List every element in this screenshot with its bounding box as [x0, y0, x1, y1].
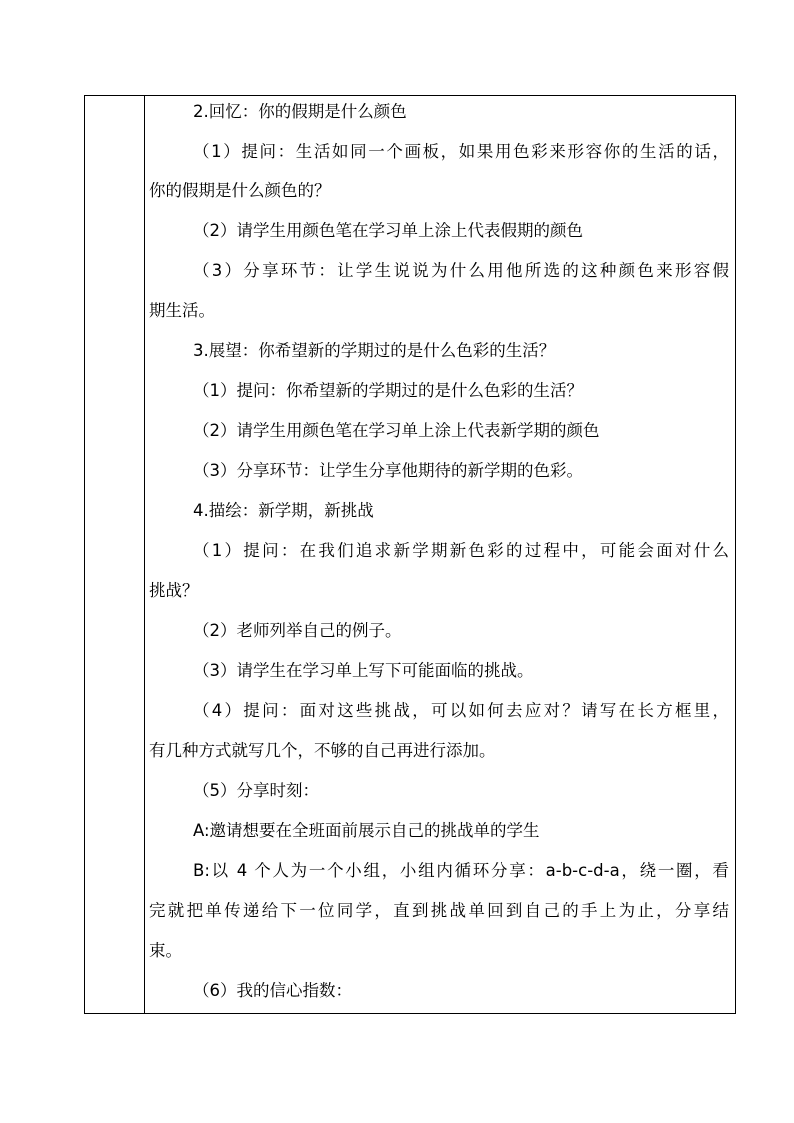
paragraph-line: 有几种方式就写几个，不够的自己再进行添加。: [149, 741, 496, 760]
table-left-column: [85, 96, 145, 1013]
paragraph-line: 你的假期是什么颜色的？: [149, 181, 331, 200]
paragraph-line: 完就把单传递给下一位同学，直到挑战单回到自己的手上为止，分享结: [149, 901, 729, 920]
section-heading-describe: 4.描绘：新学期，新挑战: [193, 501, 374, 520]
paragraph-line: A:邀请想要在全班面前展示自己的挑战单的学生: [193, 821, 540, 840]
paragraph-line: （5）分享时刻：: [193, 781, 319, 800]
paragraph-line: （2）请学生用颜色笔在学习单上涂上代表新学期的颜色: [193, 421, 600, 440]
paragraph-line: （6）我的信心指数：: [193, 981, 352, 1000]
paragraph-line: B:以 4 个人为一个小组，小组内循环分享：a-b-c-d-a，绕一圈，看: [193, 861, 729, 880]
paragraph-line: （2）老师列举自己的例子。: [193, 621, 402, 640]
paragraph-line: （3）请学生在学习单上写下可能面临的挑战。: [193, 661, 534, 680]
paragraph-line: 期生活。: [149, 301, 215, 320]
paragraph-line: 束。: [149, 941, 182, 960]
paragraph-line: （1）提问：在我们追求新学期新色彩的过程中，可能会面对什么: [193, 541, 729, 560]
paragraph-line: （2）请学生用颜色笔在学习单上涂上代表假期的颜色: [193, 221, 583, 240]
paragraph-line: 挑战？: [149, 581, 199, 600]
paragraph-line: （3）分享环节：让学生分享他期待的新学期的色彩。: [193, 461, 583, 480]
section-heading-outlook: 3.展望：你希望新的学期过的是什么色彩的生活？: [193, 341, 556, 360]
paragraph-line: （4）提问：面对这些挑战，可以如何去应对？请写在长方框里，: [193, 701, 729, 720]
paragraph-line: （3）分享环节：让学生说说为什么用他所选的这种颜色来形容假: [193, 261, 729, 280]
paragraph-line: （1）提问：生活如同一个画板，如果用色彩来形容你的生活的话，: [193, 142, 729, 161]
section-heading-recall: 2.回忆：你的假期是什么颜色: [193, 102, 407, 121]
paragraph-line: （1）提问：你希望新的学期过的是什么色彩的生活？: [193, 381, 583, 400]
table-content-cell: [145, 96, 735, 1013]
lesson-table: [84, 95, 736, 1014]
